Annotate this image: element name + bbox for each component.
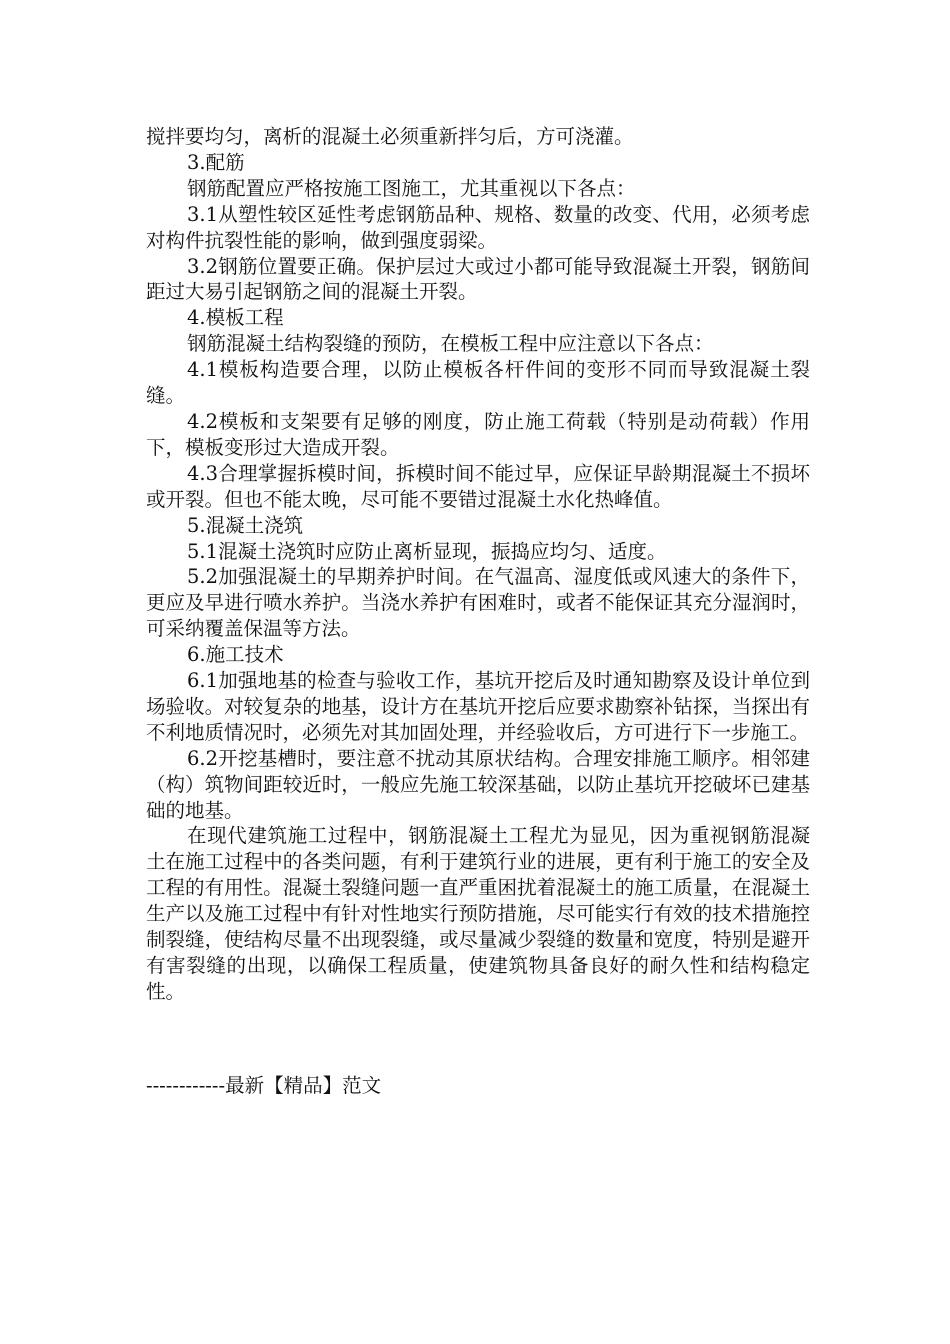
- paragraph: 6.1加强地基的检查与验收工作，基坑开挖后及时通知勘察及设计单位到场验收。对较复杂的地基，设计方在基坑开挖后应要求勘察补钻探，当探出有不利地质情况时，必须先对其加固处理，并经验收后，方可进行下一步施工。: [146, 669, 810, 744]
- paragraph: 4.2模板和支架要有足够的刚度，防止施工荷载（特别是动荷载）作用下，模板变形过大造成开裂。: [146, 409, 810, 459]
- paragraph: 5.1混凝土浇筑时应防止离析显现，振捣应均匀、适度。: [187, 539, 667, 563]
- paragraph: 5.2加强混凝土的早期养护时间。在气温高、湿度低或风速大的条件下，更应及早进行喷水养护。当浇水养护有困难时，或者不能保证其充分湿润时，可采纳覆盖保温等方法。: [146, 565, 810, 641]
- page-footer: ------------最新【精品】范文: [146, 1074, 382, 1097]
- paragraph: 搅拌要均匀，离析的混凝土必须重新拌匀后，方可浇灌。: [146, 125, 634, 148]
- paragraph: 6.2开挖基槽时，要注意不扰动其原状结构。合理安排施工顺序。相邻建（构）筑物间距较近时，一般应先施工较深基础，以防止基坑开挖破坏已建基础的地基。: [146, 746, 810, 822]
- paragraph: 4.1模板构造要合理，以防止模板各杆件间的变形不同而导致混凝土裂缝。: [146, 358, 810, 408]
- section-heading: 4.模板工程: [187, 306, 284, 330]
- section-heading: 3.配筋: [187, 150, 245, 174]
- paragraph: 4.3合理掌握拆模时间，拆模时间不能过早，应保证早龄期混凝土不损坏或开裂。但也不能太晚，尽可能不要错过混凝土水化热峰值。: [146, 461, 810, 511]
- paragraph: 3.2钢筋位置要正确。保护层过大或过小都可能导致混凝土开裂，钢筋间距过大易引起钢筋之间的混凝土开裂。: [146, 254, 810, 304]
- document-body: [146, 124, 810, 1005]
- section-heading: 6.施工技术: [187, 643, 284, 667]
- paragraph: 3.1从塑性较区延性考虑钢筋品种、规格、数量的改变、代用，必须考虑对构件抗裂性能的影响，做到强度弱梁。: [146, 202, 810, 252]
- conclusion-paragraph: 在现代建筑施工过程中，钢筋混凝土工程尤为显见，因为重视钢筋混凝土在施工过程中的各类问题，有利于建筑行业的进展，更有利于施工的安全及工程的有用性。混凝土裂缝问题一直严重困扰着混凝土的施工质量，在混凝土生产以及施工过程中有针对性地实行预防措施，尽可能实行有效的技术措施控制裂缝，使结构尽量不出现裂缝，或尽量减少裂缝的数量和宽度，特别是避开有害裂缝的出现，以确保工程质量，使建筑物具备良好的耐久性和结构稳定性。: [146, 824, 810, 1003]
- section-heading: 5.混凝土浇筑: [187, 513, 304, 537]
- paragraph: 钢筋混凝土结构裂缝的预防，在模板工程中应注意以下各点：: [187, 332, 714, 356]
- paragraph: 钢筋配置应严格按施工图施工，尤其重视以下各点：: [187, 176, 636, 200]
